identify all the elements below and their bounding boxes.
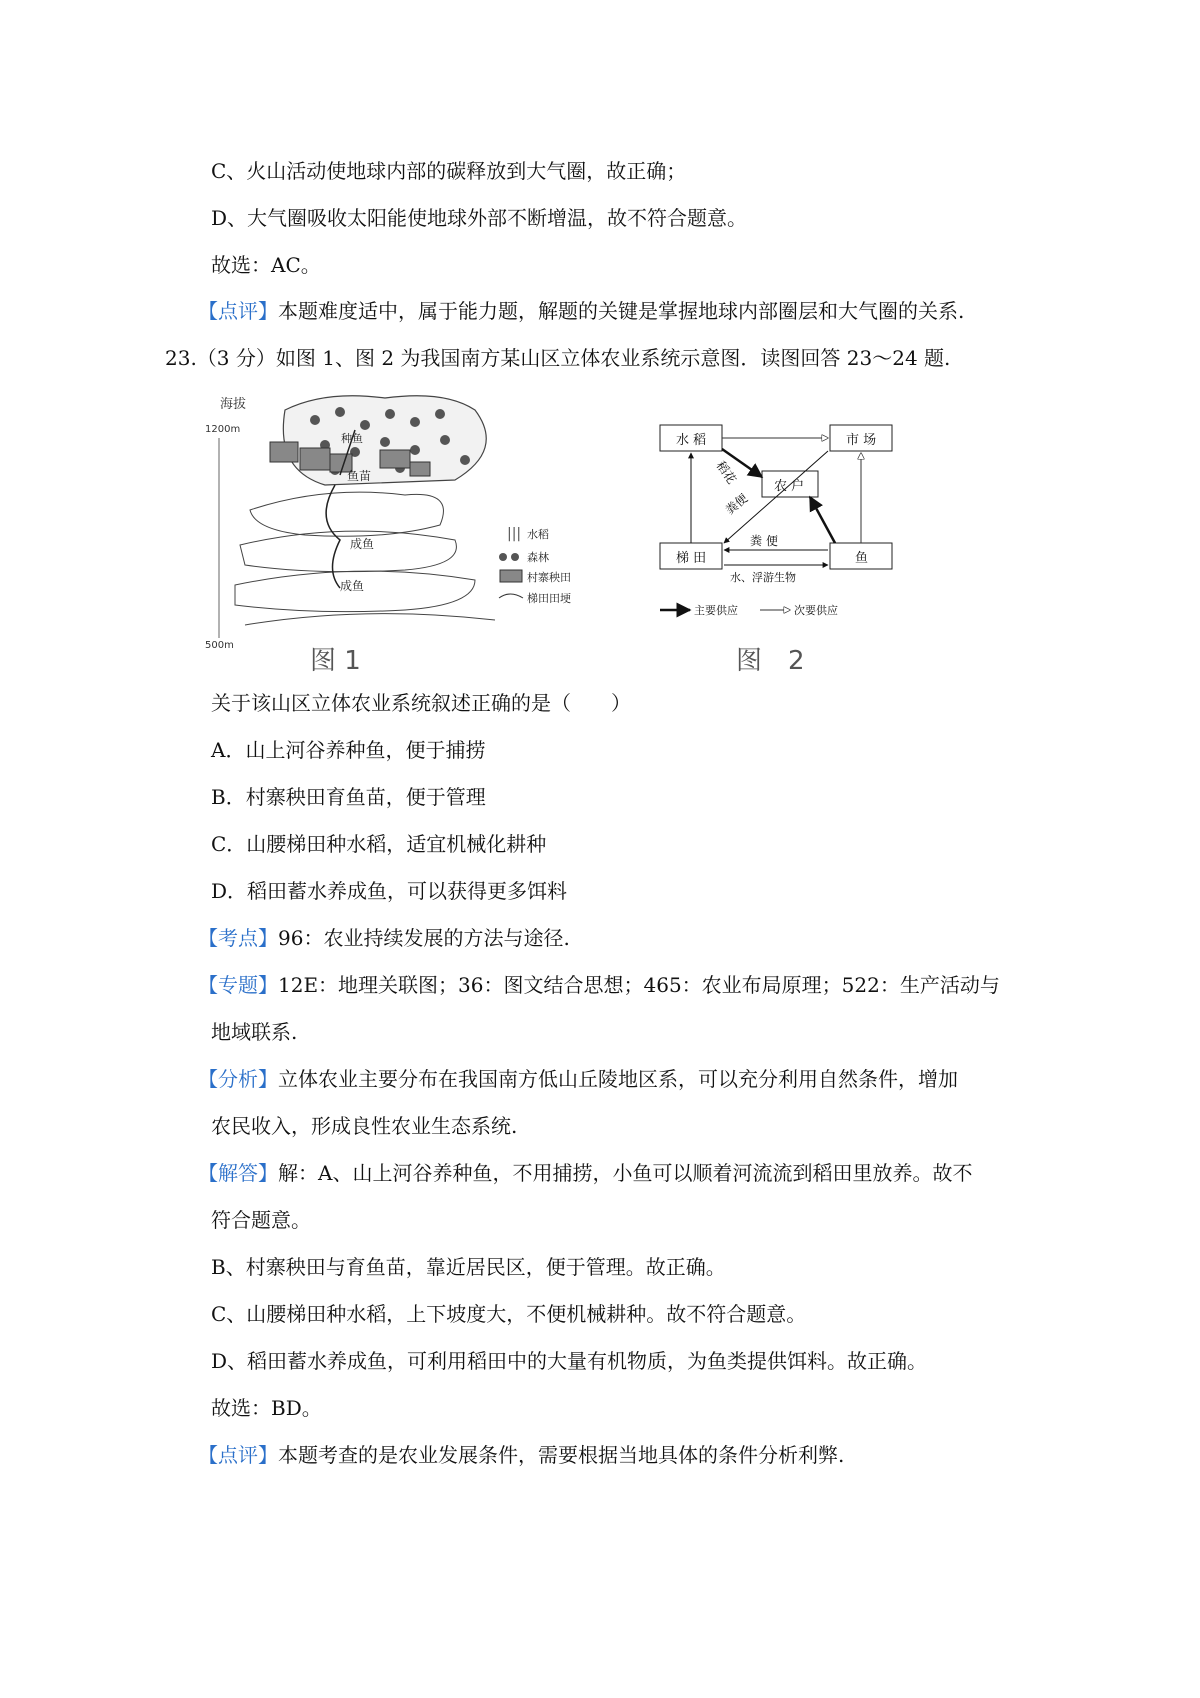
comment-text: 本题难度适中，属于能力题，解题的关键是掌握地球内部圈层和大气圈的关系. <box>278 299 965 323</box>
svg-text:市 场: 市 场 <box>846 433 877 448</box>
dianping-text: 本题考查的是农业发展条件，需要根据当地具体的条件分析利弊. <box>278 1443 845 1467</box>
prev-option-c: C、火山活动使地球内部的碳释放到大气圈，故正确； <box>211 159 687 183</box>
figure-2-caption: 图 2 <box>736 646 805 676</box>
label-chengyu-2: 成鱼 <box>340 579 365 593</box>
svg-text:鱼: 鱼 <box>855 551 869 566</box>
prev-answer: 故选：AC。 <box>211 253 321 277</box>
legend-forest: 森林 <box>527 551 549 564</box>
jieda-text-2: 符合题意。 <box>211 1208 311 1232</box>
prev-comment <box>198 298 964 324</box>
fenxi-text-1: 立体农业主要分布在我国南方低山丘陵地区系，可以充分利用自然条件，增加 <box>278 1067 958 1091</box>
comment-tag: 【点评】 <box>198 299 278 323</box>
figure-1 <box>205 390 645 670</box>
label-chengyu-1: 成鱼 <box>350 537 375 551</box>
jieda-c: C、山腰梯田种水稻，上下坡度大，不便机械耕种。故不符合题意。 <box>211 1302 807 1326</box>
legend-minor: 次要供应 <box>794 604 838 617</box>
svg-text:水 稻: 水 稻 <box>676 433 707 448</box>
kaodian-tag: 【考点】 <box>198 926 278 950</box>
zhuanti-text-2: 地域联系. <box>211 1020 298 1044</box>
edge-fenbian-1: 粪便 <box>722 491 751 518</box>
option-c: C．山腰梯田种水稻，适宜机械化耕种 <box>211 832 547 856</box>
altitude-label: 海拔 <box>220 397 247 412</box>
jieda <box>198 1160 972 1186</box>
top-elevation: 1200m <box>205 424 241 435</box>
question-stem: 23.（3 分）如图 1、图 2 为我国南方某山区立体农业系统示意图．读图回答 23～24 题. <box>165 346 951 370</box>
legend-main: 主要供应 <box>694 604 738 617</box>
svg-text:|||: ||| <box>507 526 522 542</box>
dianping-tag: 【点评】 <box>198 1443 278 1467</box>
fenxi-tag: 【分析】 <box>198 1067 278 1091</box>
figure-2 <box>650 415 910 625</box>
prev-option-d: D、大气圈吸收太阳能使地球外部不断增温，故不符合题意。 <box>211 206 748 230</box>
jieda-d: D、稻田蓄水养成鱼，可利用稻田中的大量有机物质，为鱼类提供饵料。故正确。 <box>211 1349 928 1373</box>
fenxi <box>198 1066 958 1092</box>
kaodian <box>198 925 570 951</box>
question-ask: 关于该山区立体农业系统叙述正确的是（ ） <box>211 691 631 715</box>
answer: 故选：BD。 <box>211 1396 322 1420</box>
legend-terrace-ridge: 梯田田埂 <box>527 592 571 605</box>
jieda-b: B、村寨秧田与育鱼苗，靠近居民区，便于管理。故正确。 <box>211 1255 726 1279</box>
edge-water: 水、浮游生物 <box>730 571 796 584</box>
bottom-elevation: 500m <box>205 640 234 651</box>
option-d: D．稻田蓄水养成鱼，可以获得更多饵料 <box>211 879 568 903</box>
label-zhongyu: 种鱼 <box>341 432 363 445</box>
fenxi-text-2: 农民收入，形成良性农业生态系统. <box>211 1114 518 1138</box>
svg-text:农 户: 农 户 <box>774 479 805 494</box>
label-yumiao: 鱼苗 <box>347 469 372 483</box>
zhuanti-tag: 【专题】 <box>198 973 278 997</box>
legend-village-field: 村寨秧田 <box>527 571 571 584</box>
edge-daohua: 稻花 <box>713 458 739 487</box>
svg-text:梯 田: 梯 田 <box>676 551 707 566</box>
option-b: B．村寨秧田育鱼苗，便于管理 <box>211 785 486 809</box>
option-a: A．山上河谷养种鱼，便于捕捞 <box>211 738 486 762</box>
legend-rice: 水稻 <box>527 528 549 541</box>
jieda-tag: 【解答】 <box>198 1161 278 1185</box>
kaodian-text: 96：农业持续发展的方法与途径. <box>278 926 570 950</box>
jieda-text-1: 解：A、山上河谷养种鱼，不用捕捞，小鱼可以顺着河流流到稻田里放养。故不 <box>278 1161 973 1185</box>
zhuanti-text-1: 12E：地理关联图；36：图文结合思想；465：农业布局原理；522：生产活动与 <box>278 973 1000 997</box>
edge-fenbian-2: 粪 便 <box>750 534 778 548</box>
dianping <box>198 1442 844 1468</box>
figure-1-legend <box>499 526 571 605</box>
figure-1-caption: 图 1 <box>310 646 361 676</box>
zhuanti <box>198 972 1000 998</box>
